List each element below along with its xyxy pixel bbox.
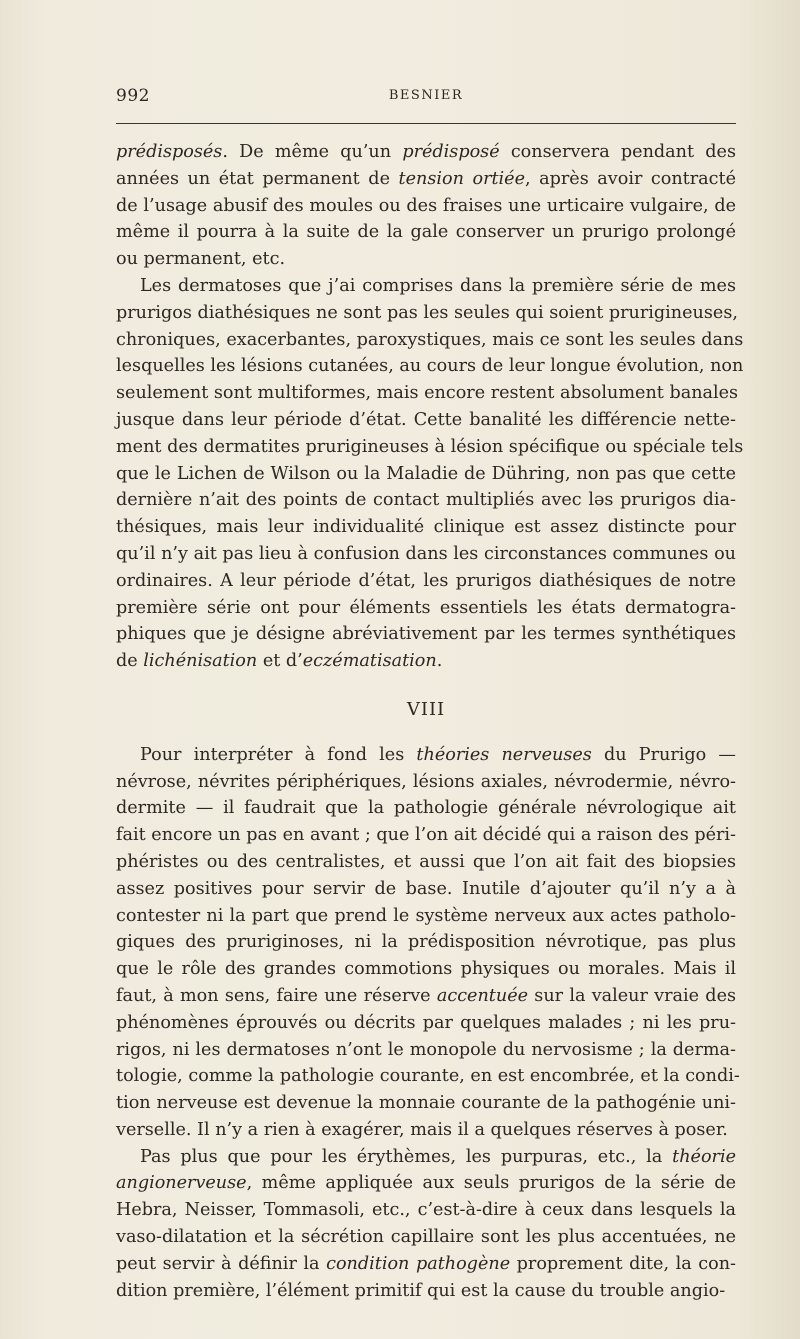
text-line bbox=[116, 621, 736, 648]
text-segment: tion nerveuse est devenue la monnaie courante de la pathogénie uni- bbox=[116, 1093, 736, 1114]
text-line bbox=[116, 487, 736, 514]
text-line bbox=[116, 903, 736, 930]
text-segment: dition première, l’élément primitif qui est la cause du trouble angio- bbox=[116, 1280, 726, 1301]
text-line bbox=[116, 983, 736, 1010]
text-segment: ment des dermatites prurigineuses à lésion spécifique ou spéciale tels bbox=[116, 436, 744, 457]
text-segment: Hebra, Neisser, Tommasoli, etc., c’est-à-dire à ceux dans lesquels la bbox=[116, 1200, 736, 1221]
text-line bbox=[116, 595, 736, 622]
text-segment: fait encore un pas en avant ; que l’on ait décidé qui a raison des péri- bbox=[116, 825, 736, 846]
text-line bbox=[116, 795, 736, 822]
text-segment: dernière n’ait des points de contact multipliés avec ləs prurigos dia- bbox=[116, 490, 736, 511]
italic-text: eczématisation bbox=[302, 651, 437, 672]
text-segment: peut servir à définir la bbox=[116, 1253, 327, 1274]
text-line bbox=[116, 273, 736, 300]
text-line bbox=[116, 849, 736, 876]
text-line bbox=[116, 219, 736, 246]
header-rule bbox=[116, 123, 736, 124]
text-line bbox=[116, 1144, 736, 1171]
text-segment: que le Lichen de Wilson ou la Maladie de Dühring, non pas que cette bbox=[116, 463, 736, 484]
text-line bbox=[116, 541, 736, 568]
text-segment: première série ont pour éléments essentiels les états dermatogra- bbox=[116, 597, 736, 618]
text-segment: . De même qu’un bbox=[222, 142, 403, 162]
text-line bbox=[116, 929, 736, 956]
text-line bbox=[116, 1117, 736, 1144]
text-line bbox=[116, 461, 736, 488]
text-segment: , après avoir contracté bbox=[525, 168, 736, 189]
text-segment: . bbox=[436, 651, 443, 672]
text-line bbox=[116, 568, 736, 595]
text-line bbox=[116, 769, 736, 796]
italic-text: condition pathogène bbox=[326, 1253, 511, 1274]
italic-text: théories nerveuses bbox=[416, 744, 592, 765]
text-line bbox=[116, 300, 736, 327]
text-line bbox=[116, 1251, 736, 1278]
text-segment: rigos, ni les dermatoses n’ont le monopole du nervosisme ; la derma- bbox=[116, 1039, 736, 1060]
text-line bbox=[116, 514, 736, 541]
running-head: BESNIER bbox=[388, 88, 464, 103]
text-segment: de bbox=[116, 651, 144, 672]
italic-text: angionerveuse bbox=[116, 1173, 247, 1194]
text-segment: giques des pruriginoses, ni la prédisposition névrotique, pas plus bbox=[116, 932, 736, 953]
text-line bbox=[116, 1224, 736, 1251]
text-segment: conservera pendant des bbox=[499, 142, 736, 162]
italic-text: prédisposés bbox=[116, 142, 223, 162]
body-text bbox=[116, 139, 744, 1304]
paragraph-block-2 bbox=[116, 742, 740, 1305]
text-segment: , même appliquée aux seuls prurigos de la série de bbox=[246, 1173, 736, 1194]
text-line bbox=[116, 139, 736, 166]
text-line bbox=[116, 822, 736, 849]
text-segment: de l’usage abusif des moules ou des fraises une urticaire vulgaire, de bbox=[116, 195, 736, 216]
text-line bbox=[116, 1090, 736, 1117]
page-number: 992 bbox=[116, 86, 150, 106]
text-segment: prurigos diathésiques ne sont pas les seules qui soient prurigineuses, bbox=[116, 302, 738, 323]
text-line bbox=[116, 1010, 736, 1037]
text-line bbox=[116, 956, 736, 983]
text-line bbox=[116, 193, 736, 220]
text-line bbox=[116, 1170, 736, 1197]
italic-text: tension ortiée bbox=[398, 168, 525, 189]
text-segment: qu’il n’y ait pas lieu à confusion dans les circonstances communes ou bbox=[116, 543, 736, 564]
text-segment: jusque dans leur période d’état. Cette banalité les différencie nette- bbox=[116, 409, 736, 430]
text-segment: phéristes ou des centralistes, et aussi que l’on ait fait des biopsies bbox=[116, 851, 736, 872]
text-segment: Pas plus que pour les érythèmes, les purpuras, etc., la bbox=[140, 1146, 673, 1167]
text-line bbox=[116, 407, 736, 434]
section-heading: VIII bbox=[406, 698, 446, 720]
text-line bbox=[116, 876, 736, 903]
text-segment: contester ni la part que prend le système nerveux aux actes patholo- bbox=[116, 905, 736, 926]
text-segment: sur la valeur vraie des bbox=[528, 985, 737, 1006]
text-line bbox=[116, 1197, 736, 1224]
paragraph-block-1 bbox=[116, 139, 744, 675]
text-segment: années un état permanent de bbox=[116, 168, 399, 189]
text-segment: tologie, comme la pathologie courante, en est encombrée, et la condi- bbox=[116, 1066, 740, 1087]
text-segment: seulement sont multiformes, mais encore restent absolument banales bbox=[116, 383, 739, 404]
text-segment: et d’ bbox=[257, 651, 303, 672]
text-segment: lesquelles les lésions cutanées, au cours de leur longue évolution, non bbox=[116, 356, 744, 377]
italic-text: prédisposé bbox=[402, 142, 500, 162]
italic-text: théorie bbox=[672, 1146, 736, 1167]
text-line bbox=[116, 1063, 740, 1090]
page-header bbox=[116, 86, 736, 110]
text-segment: ordinaires. A leur période d’état, les prurigos diathésiques de notre bbox=[116, 570, 736, 591]
text-line bbox=[116, 353, 744, 380]
text-segment: du Prurigo — bbox=[591, 744, 736, 765]
text-segment: Pour interpréter à fond les bbox=[140, 744, 417, 765]
text-segment: chroniques, exacerbantes, paroxystiques, mais ce sont les seules dans bbox=[116, 329, 744, 350]
text-segment: même il pourra à la suite de la gale conserver un prurigo prolongé bbox=[116, 222, 736, 243]
text-segment: faut, à mon sens, faire une réserve bbox=[116, 985, 437, 1006]
text-segment: Les dermatoses que j’ai comprises dans la première série de mes bbox=[140, 275, 736, 296]
italic-text: accentuée bbox=[436, 985, 529, 1006]
text-segment: assez positives pour servir de base. Inutile d’ajouter qu’il n’y a à bbox=[116, 878, 736, 899]
text-segment: phénomènes éprouvés ou décrits par quelques malades ; ni les pru- bbox=[116, 1012, 736, 1033]
text-line bbox=[116, 742, 736, 769]
text-line bbox=[116, 327, 744, 354]
text-segment: thésiques, mais leur individualité clinique est assez distincte pour bbox=[116, 517, 736, 538]
text-segment: ou permanent, etc. bbox=[116, 249, 286, 270]
text-segment: verselle. Il n’y a rien à exagérer, mais il a quelques réserves à poser. bbox=[116, 1119, 728, 1140]
italic-text: lichénisation bbox=[143, 651, 258, 672]
text-line bbox=[116, 380, 739, 407]
text-segment: phiques que je désigne abréviativement par les termes synthétiques bbox=[116, 624, 736, 645]
text-segment: vaso-dilatation et la sécrétion capillaire sont les plus accentuées, ne bbox=[116, 1227, 736, 1248]
text-line bbox=[116, 1037, 736, 1064]
text-segment: proprement dite, la con- bbox=[510, 1253, 736, 1274]
text-segment: que le rôle des grandes commotions physiques ou morales. Mais il bbox=[116, 959, 736, 980]
text-line bbox=[116, 648, 736, 675]
text-line bbox=[116, 1278, 736, 1305]
text-line bbox=[116, 246, 736, 273]
text-line bbox=[116, 166, 736, 193]
text-line bbox=[116, 434, 744, 461]
text-segment: névrose, névrites périphériques, lésions axiales, névrodermie, névro- bbox=[116, 771, 736, 792]
text-segment: dermite — il faudrait que la pathologie générale névrologique ait bbox=[116, 798, 736, 819]
